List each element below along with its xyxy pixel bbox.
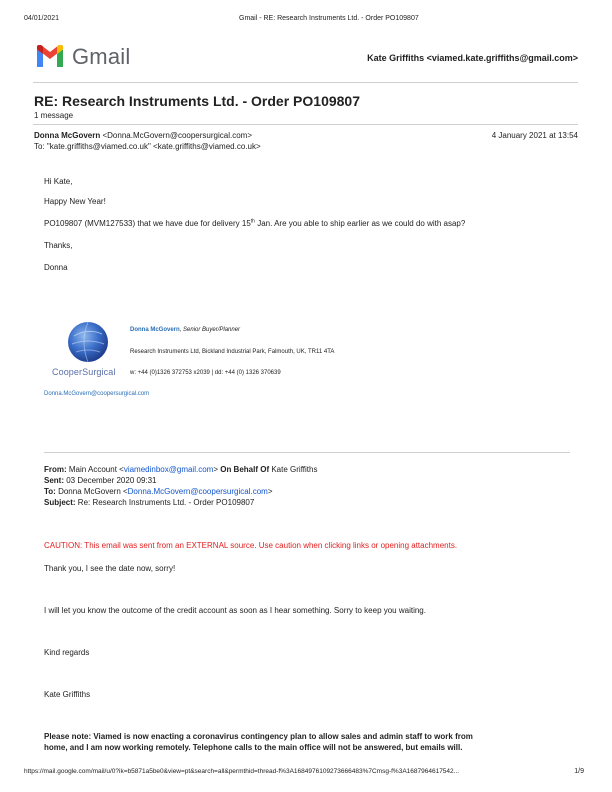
divider xyxy=(33,124,578,125)
sig-email-link[interactable]: Donna.McGovern@coopersurgical.com xyxy=(44,391,150,397)
quoted-to-label: To: xyxy=(44,487,56,496)
body-part-2: Jan. Are you able to ship earlier as we could do with asap? xyxy=(254,219,466,228)
coopersurgical-logo xyxy=(48,320,128,382)
quoted-to xyxy=(44,487,273,496)
divider xyxy=(33,82,578,83)
sender-email: <Donna.McGovern@coopersurgical.com> xyxy=(102,131,252,140)
gmail-logo[interactable] xyxy=(35,44,130,70)
sig-name: Donna McGovern xyxy=(130,327,180,333)
notice-line-2: home, and I am now working remotely. Telephone calls to the main office will not be answered, but emails will. xyxy=(44,743,463,752)
obo-name: Kate Griffiths xyxy=(269,465,318,474)
obo-label: On Behalf Of xyxy=(218,465,270,474)
gmail-wordmark: Gmail xyxy=(72,44,131,69)
quoted-subject xyxy=(44,498,254,507)
quoted-subject-value: Re: Research Instruments Ltd. - Order PO109807 xyxy=(75,498,255,507)
from-close: > xyxy=(213,465,218,474)
quoted-from xyxy=(44,465,317,474)
sig-role: , Senior Buyer/Planner xyxy=(179,327,241,333)
body-part-1: PO109807 (MVM127533) that we have due for delivery 15 xyxy=(44,219,251,228)
sender-name: Donna McGovern xyxy=(34,131,101,140)
gmail-m-icon xyxy=(35,45,65,69)
from-email-link[interactable]: viamedinbox@gmail.com xyxy=(123,465,214,474)
from-label: From: xyxy=(44,465,67,474)
page-number: 1/9 xyxy=(574,768,584,775)
thread-subject: RE: Research Instruments Ltd. - Order PO109807 xyxy=(34,93,360,109)
quote-divider xyxy=(44,452,570,453)
new-year-line: Happy New Year! xyxy=(44,197,106,206)
to-label: To: xyxy=(34,142,45,151)
body-superscript: th xyxy=(250,218,255,225)
sent-value: 03 December 2020 09:31 xyxy=(64,476,157,485)
body-line xyxy=(44,219,465,228)
globe-icon xyxy=(66,320,110,364)
quoted-to-name: Donna McGovern < xyxy=(55,487,128,496)
greeting: Hi Kate, xyxy=(44,177,73,186)
quoted-line-2: I will let you know the outcome of the credit account as soon as I hear something. Sorry to keep you waiting. xyxy=(44,606,426,615)
recipient-line xyxy=(34,142,261,151)
sent-label: Sent: xyxy=(44,476,64,485)
quoted-subject-label: Subject: xyxy=(44,498,76,507)
to-value: "kate.griffiths@viamed.co.uk" <kate.griffiths@viamed.co.uk> xyxy=(46,142,261,151)
quoted-sent xyxy=(44,476,157,485)
logo-wordmark: CooperSurgical xyxy=(52,367,116,377)
message-count: 1 message xyxy=(34,111,74,120)
sig-address: Research Instruments Ltd, Bickland Industrial Park, Falmouth, UK, TR11 4TA xyxy=(130,349,335,355)
print-date: 04/01/2021 xyxy=(24,15,60,22)
print-url: https://mail.google.com/mail/u/0?ik=b5871a5be0&view=pt&search=all&permthid=thread-f%3A1684976109273666483%7Cmsg-f%3A1687964617542... xyxy=(24,768,460,775)
quoted-line-1: Thank you, I see the date now, sorry! xyxy=(44,564,176,573)
thanks-line: Thanks, xyxy=(44,241,73,250)
notice-line-1: Please note: Viamed is now enacting a coronavirus contingency plan to allow sales and admin staff to work from xyxy=(44,732,473,741)
quoted-to-close: > xyxy=(267,487,273,496)
message-date: 4 January 2021 at 13:54 xyxy=(491,131,578,140)
signoff-line: Donna xyxy=(44,263,68,272)
account-label: Kate Griffiths <viamed.kate.griffiths@gmail.com> xyxy=(367,53,578,63)
sender-line xyxy=(34,131,252,140)
from-name: Main Account < xyxy=(66,465,124,474)
quoted-name: Kate Griffiths xyxy=(44,690,91,699)
sig-phones: w: +44 (0)1326 372753 x2039 | dd: +44 (0) 1326 370639 xyxy=(130,370,281,376)
quoted-regards: Kind regards xyxy=(44,648,90,657)
print-title: Gmail - RE: Research Instruments Ltd. - Order PO109807 xyxy=(239,15,419,22)
caution-banner: CAUTION: This email was sent from an EXTERNAL source. Use caution when clicking links or opening attachments. xyxy=(44,541,458,550)
quoted-to-email-link[interactable]: Donna.McGovern@coopersurgical.com xyxy=(127,487,268,496)
sig-name-line xyxy=(130,327,240,333)
